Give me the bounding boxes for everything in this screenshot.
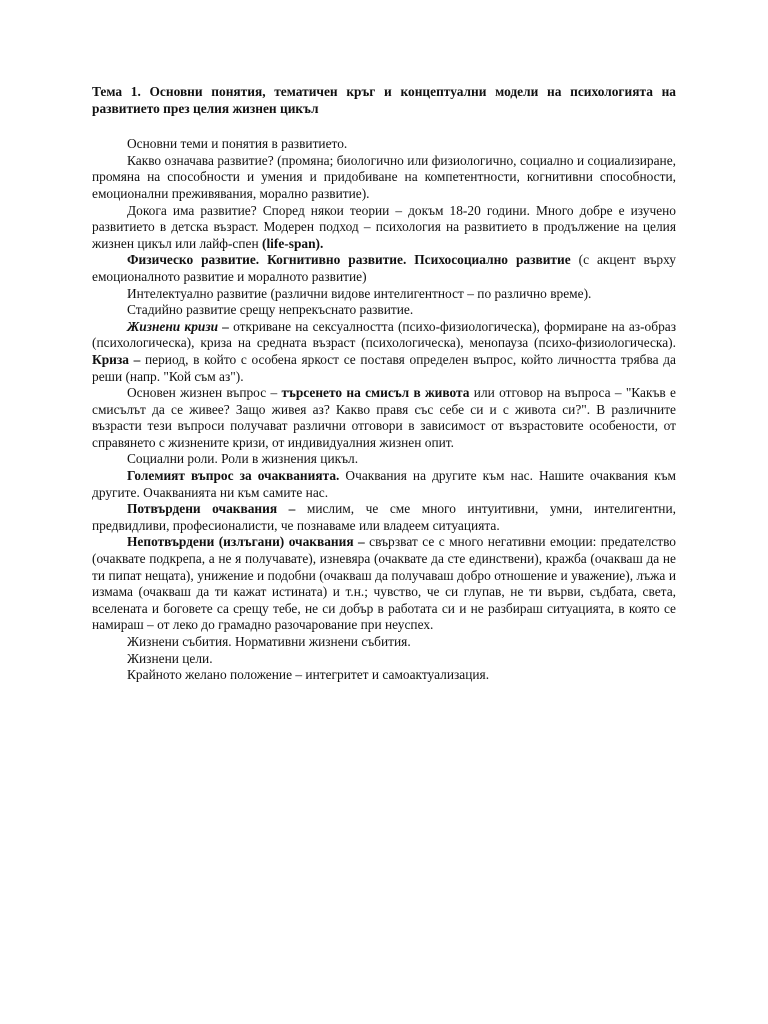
text-run: свързват се с много негативни емоции: предателство (очаквате подкрепа, а не я получавате), изневяра (очаквате да сте единствени), кражба (очакваш да не ти пипат нещата), унижение и подобни (очакваш да получаваш добро отношение и уважение), лъжа и измама (очакваш да ти кажат истината) и т.н.; чувство, че си глупав, не ти върви, съдбата, света, вселената и боговете са срещу тебе, не си добър в работата си и не разбираш ситуацията, в която се намираш – от леко до грамадно разочарование при неуспех. [92, 534, 676, 633]
text-run: мислим, че сме много интуитивни, умни, интелигентни, предвидливи, професионалисти, че познаваме или владеем ситуацията. [92, 501, 676, 533]
text-run: търсенето на смисъл в живота [281, 385, 470, 401]
paragraph-p11 [92, 501, 676, 534]
text-run: Основни теми и понятия в развитието. [127, 136, 348, 152]
paragraph-p6 [92, 302, 676, 319]
paragraph-p14 [92, 651, 676, 668]
paragraph-p13 [92, 634, 676, 651]
paragraph-p2 [92, 153, 676, 203]
text-run: Непотвърдени (излъгани) очаквания – [127, 534, 365, 550]
text-run: Какво означава развитие? (промяна; биологично или физиологично, социално и социализиране, промяна на способности и умения и придобиване на компетентности, когнитивни способности, емоционални преживявания, морално развитие). [92, 152, 676, 201]
paragraph-p4 [92, 252, 676, 285]
text-run: Социални роли. Роли в жизнения цикъл. [127, 451, 359, 467]
text-run: Големият въпрос за очакванията. [127, 468, 340, 484]
paragraph-p9 [92, 451, 676, 468]
paragraph-p15 [92, 667, 676, 684]
text-run: Жизнени събития. Нормативни жизнени събития. [127, 634, 411, 649]
paragraph-p8 [92, 385, 676, 451]
text-run: (с акцент върху емоционалното развитие и моралното развитие) [92, 252, 676, 284]
document-body [92, 136, 676, 684]
text-run: (life-span). [261, 235, 324, 251]
paragraph-p1 [92, 136, 676, 153]
text-run: Криза – [92, 351, 141, 367]
document-page [92, 84, 676, 684]
text-run: Докога има развитие? Според някои теории – докъм 18-20 години. Много добре е изучено развитието в детска възраст. Модерен подход – психология на развитието в продължение на целия жизнен цикъл или лайф-спен [92, 202, 676, 251]
document-title: Тема 1. Основни понятия, тематичен кръг и концептуални модели на психологията на развитието през целия жизнен цикъл [92, 84, 676, 116]
text-run: период, в който с особена яркост се поставя определен въпрос, който личността трябва да реши (напр. "Кой съм аз"). [92, 351, 676, 384]
text-run: Интелектуално развитие (различни видове интелигентност – по различно време). [127, 285, 592, 301]
text-run: Жизнени кризи – [127, 318, 229, 334]
paragraph-p3 [92, 203, 676, 253]
text-run: Физическо развитие. Когнитивно развитие. Психосоциално развитие [127, 252, 571, 268]
text-run: Жизнени цели. [127, 650, 213, 666]
text-run: откриване на сексуалността (психо-физиологическа), формиране на аз-образ (психологическа), криза на средната възраст (психологическа), менопауза (психо-физиологическа). [92, 318, 676, 351]
text-run: Стадийно развитие срещу непрекъснато развитие. [127, 302, 414, 318]
text-run: Потвърдени очаквания – [127, 501, 296, 517]
paragraph-p5 [92, 286, 676, 303]
text-run: Крайното желано положение – интегритет и самоактуализация. [127, 667, 490, 683]
text-run: Очаквания на другите към нас. Нашите очаквания към другите. Очакванията ни към самите нас. [92, 468, 676, 500]
paragraph-p10 [92, 468, 676, 501]
paragraph-p12 [92, 534, 676, 634]
text-run: Основен жизнен въпрос – [127, 385, 282, 401]
paragraph-p7 [92, 319, 676, 385]
text-run: или отговор на въпроса – "Какъв е смисълът да се живее? Защо живея аз? Какво правя със себе си и с живота си?". В различните възрасти тези въпроси получават различни отговори в зависимост от възрастовите особености, от справянето с жизнените кризи, от индивидуалния жизнен опит. [92, 385, 676, 450]
